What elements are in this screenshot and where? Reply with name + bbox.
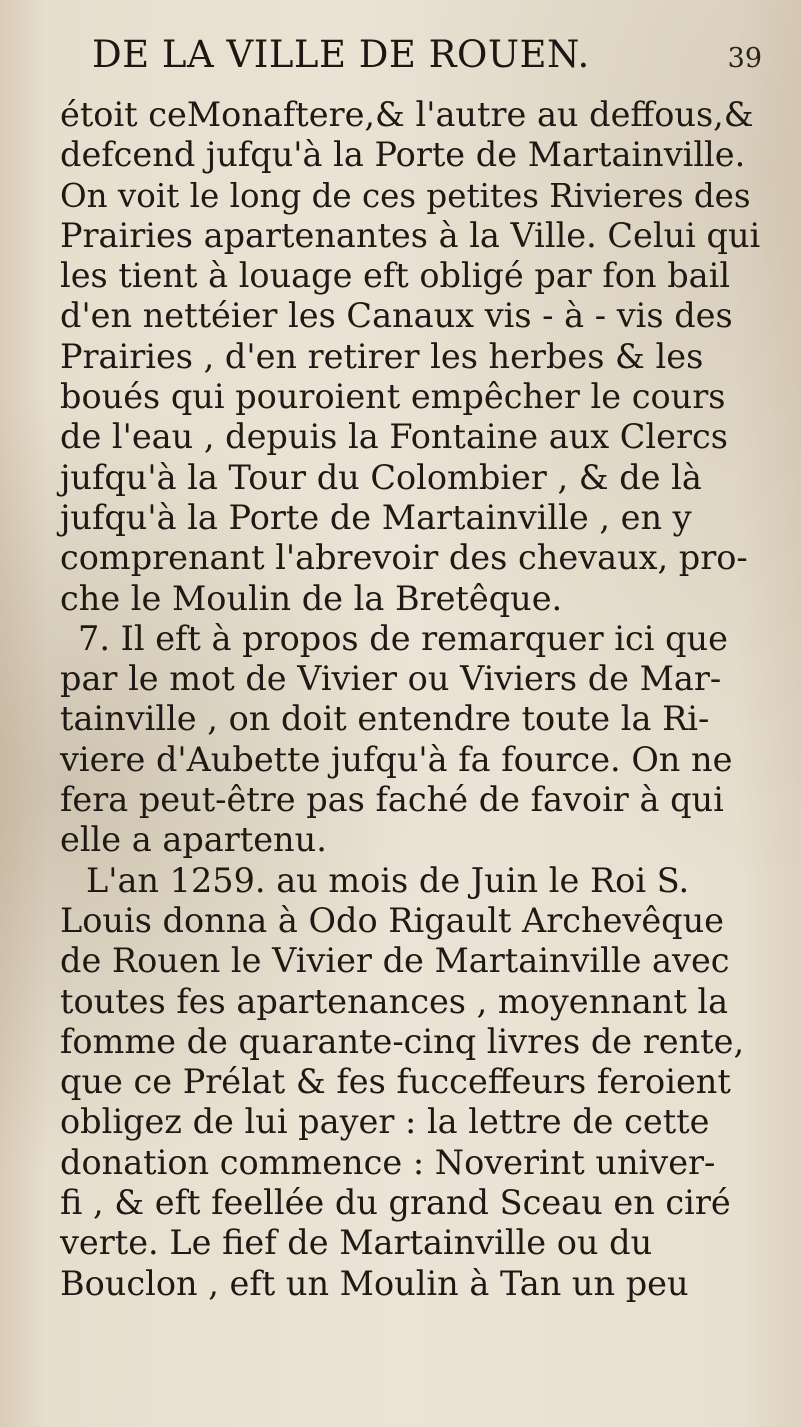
text-line: fi , & eft feellée du grand Sceau en ciré [60, 1183, 731, 1223]
text-line: étoit ceMonaftere,& l'autre au deffous,& [60, 95, 754, 134]
text-line: tainville , on doit entendre toute la Ri- [60, 699, 710, 739]
text-line: fera peut-être pas faché de favoir à qui [60, 780, 724, 820]
text-line: fomme de quarante-cinq livres de rente, [60, 1021, 745, 1061]
text-line: On voit le long de ces petites Rivieres des [60, 176, 751, 215]
text-line: Prairies , d'en retirer les herbes & les [60, 336, 704, 376]
text-line: obligez de lui payer : la lettre de cette [60, 1102, 710, 1142]
text-line: les tient à louage eft obligé par fon bail [60, 256, 731, 296]
paragraph-start-line: 7. Il eft à propos de remarquer ici que [78, 618, 728, 658]
text-line: Louis donna à Odo Rigault Archevêque [60, 900, 724, 940]
paragraph-start-line: L'an 1259. au mois de Juin le Roi S. [86, 860, 690, 900]
text-line: que ce Prélat & fes fucceffeurs feroient [60, 1062, 731, 1102]
page-number: 39 [727, 43, 762, 74]
text-line: defcend jufqu'à la Porte de Martainville. [60, 135, 746, 175]
text-line: Prairies apartenantes à la Ville. Celui qui [60, 215, 761, 255]
running-title: DE LA VILLE DE ROUEN. [92, 33, 590, 76]
text-line: elle a apartenu. [60, 820, 327, 860]
text-line: Bouclon , eft un Moulin à Tan un peu [60, 1263, 689, 1303]
text-line: donation commence : Noverint univer- [60, 1142, 716, 1182]
text-line: d'en nettéier les Canaux vis - à - vis des [60, 296, 733, 336]
text-line: comprenant l'abrevoir des chevaux, pro- [60, 538, 748, 578]
text-line: toutes fes apartenances , moyennant la [60, 981, 729, 1021]
text-line: jufqu'à la Porte de Martainville , en y [60, 497, 692, 537]
text-line: de l'eau , depuis la Fontaine aux Clercs [60, 417, 728, 457]
text-line: par le mot de Vivier ou Viviers de Mar- [60, 659, 722, 699]
text-line: che le Moulin de la Bretêque. [60, 578, 563, 618]
text-line: de Rouen le Vivier de Martainville avec [60, 941, 730, 981]
running-head [92, 30, 762, 80]
text-line: jufqu'à la Tour du Colombier , & de là [60, 457, 702, 497]
text-line: boués qui pouroient empêcher le cours [60, 377, 726, 417]
text-body [60, 95, 760, 1304]
text-line: verte. Le fief de Martainville ou du [60, 1223, 653, 1263]
text-line: viere d'Aubette jufqu'à fa fource. On ne [60, 739, 733, 779]
